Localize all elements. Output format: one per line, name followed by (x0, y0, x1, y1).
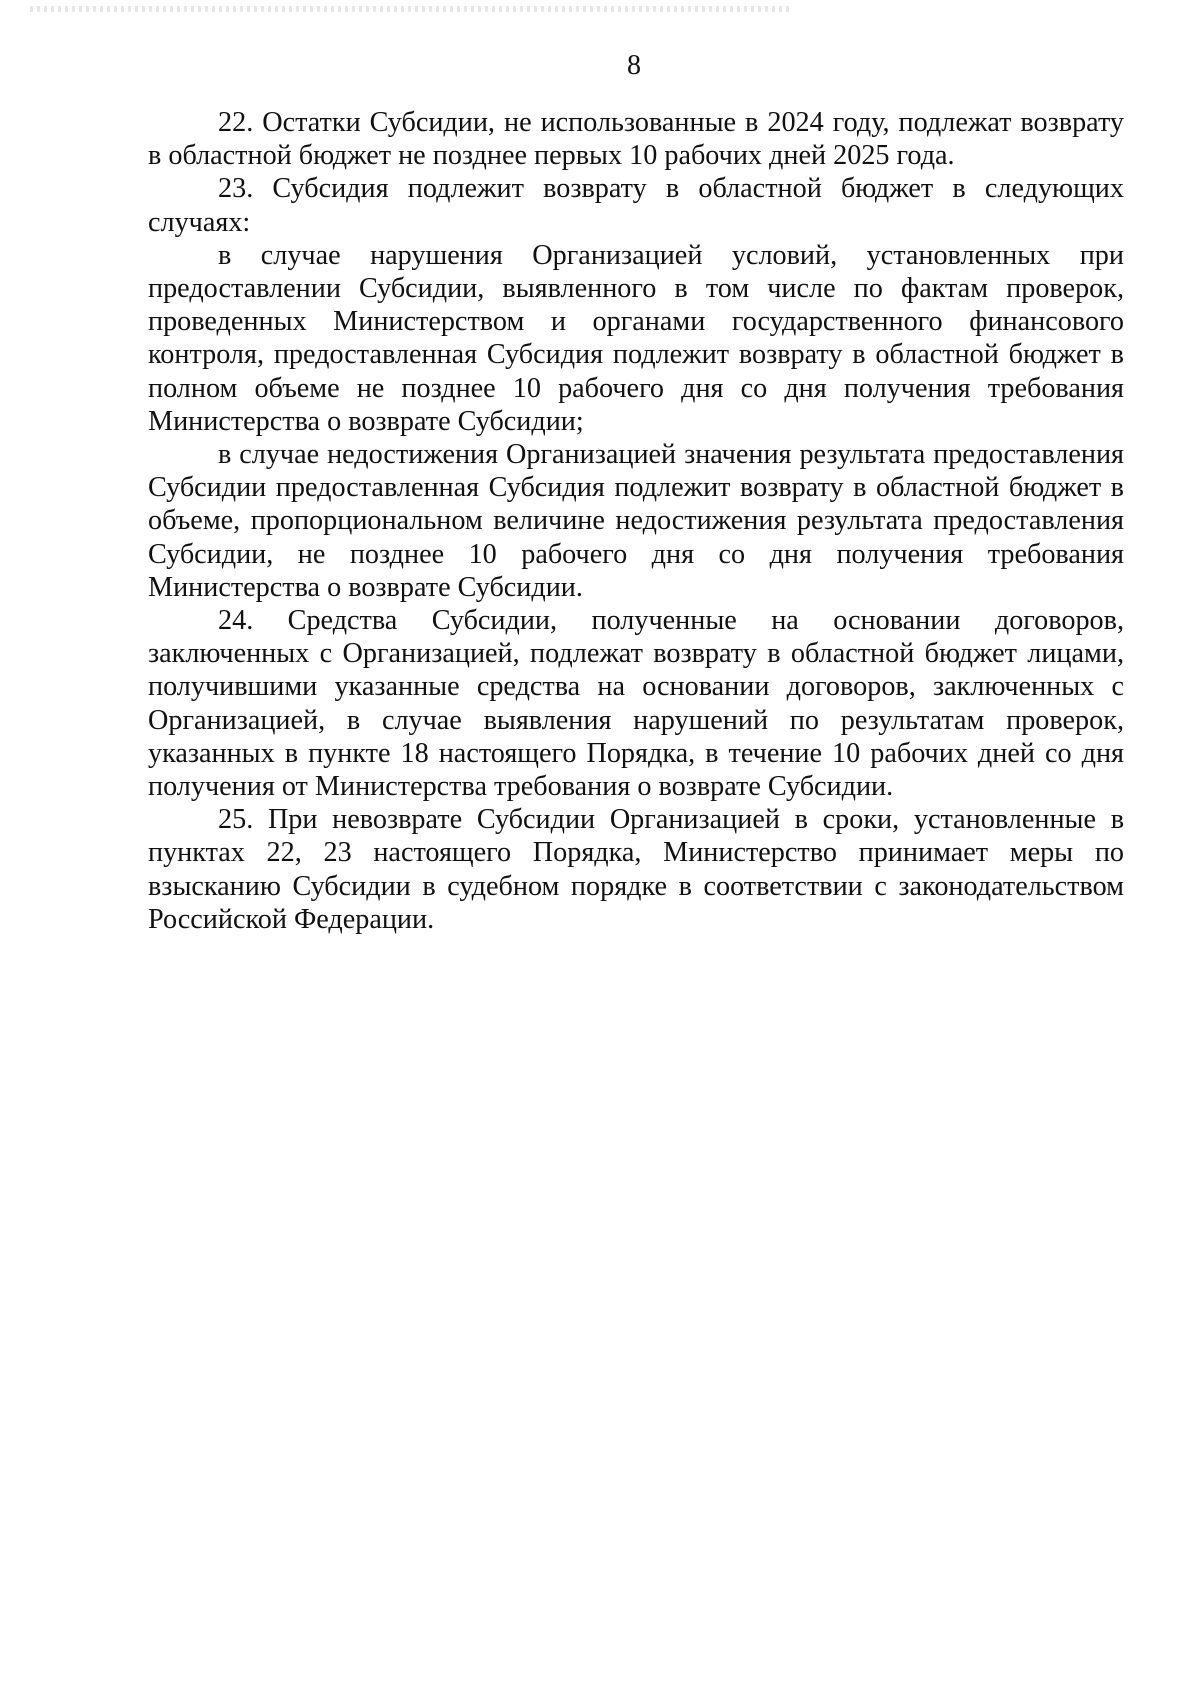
paragraph-24: 24. Средства Субсидии, полученные на основании договоров, заключенных с Организацией, подлежат возврату в областной бюджет лицами, получившими указанные средства на основании договоров, заключенных с Организацией, в случае выявления нарушений по результатам проверок, указанных в пункте 18 настоящего Порядка, в течение 10 рабочих дней со дня получения от Министерства требования о возврате Субсидии. (148, 605, 1124, 803)
page-number: 8 (627, 50, 641, 81)
document-body (148, 106, 1124, 936)
paragraph-23: 23. Субсидия подлежит возврату в областной бюджет в следующих случаях: (148, 173, 1124, 238)
paragraph-23-case-nonachievement: в случае недостижения Организацией значения результата предоставления Субсидии предоставленная Субсидия подлежит возврату в областной бюджет в объеме, пропорциональном величине недостижения результата предоставления Субсидии, не позднее 10 рабочего дня со дня получения требования Министерства о возврате Субсидии. (148, 439, 1124, 603)
paragraph-25: 25. При невозврате Субсидии Организацией в сроки, установленные в пунктах 22, 23 настоящего Порядка, Министерство принимает меры по взысканию Субсидии в судебном порядке в соответствии с законодательством Российской Федерации. (148, 804, 1124, 935)
paragraph-22: 22. Остатки Субсидии, не использованные в 2024 году, подлежат возврату в областной бюджет не позднее первых 10 рабочих дней 2025 года. (148, 107, 1124, 172)
paragraph-23-case-violation: в случае нарушения Организацией условий, установленных при предоставлении Субсидии, выявленного в том числе по фактам проверок, проведенных Министерством и органами государственного финансового контроля, предоставленная Субсидия подлежит возврату в областной бюджет в полном объеме не позднее 10 рабочего дня со дня получения требования Министерства о возврате Субсидии; (148, 239, 1124, 437)
scan-artifact (30, 6, 790, 12)
